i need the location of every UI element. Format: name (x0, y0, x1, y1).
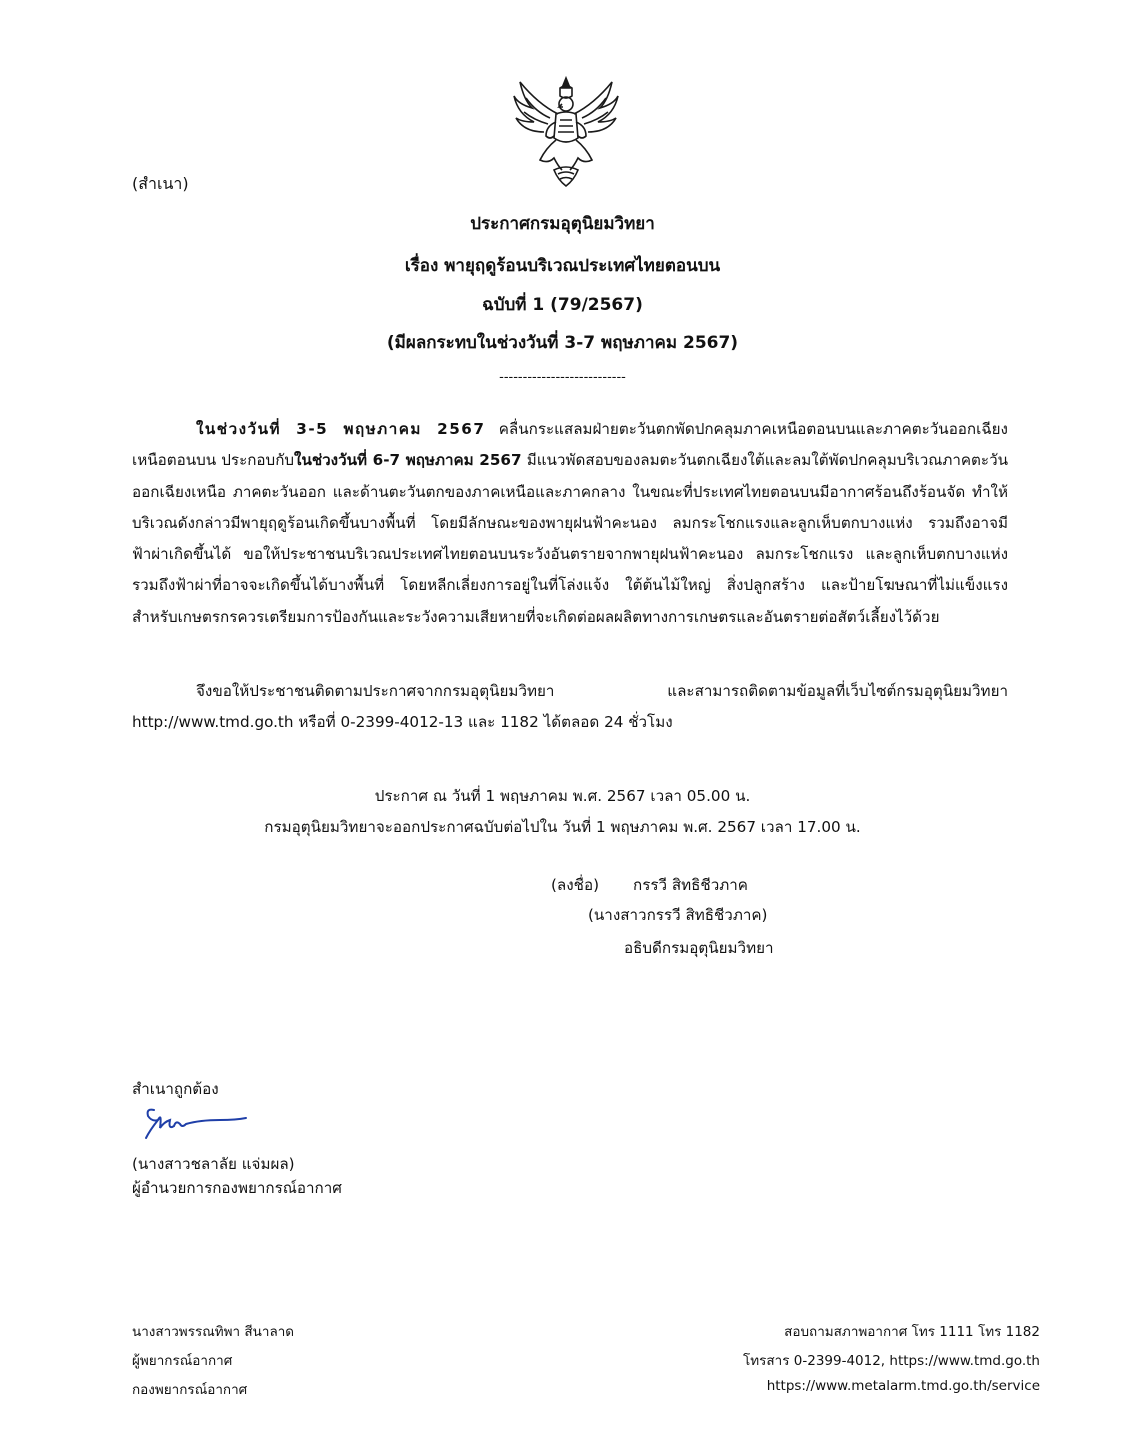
announcement-effect-period: (มีผลกระทบในช่วงวันที่ 3-7 พฤษภาคม 2567) (386, 333, 739, 353)
body-paragraph-1 (132, 414, 1008, 633)
forecaster-name: นางสาวพรรณทิพา สีนาลาด (132, 1324, 295, 1340)
forecaster-division: กองพยากรณ์อากาศ (132, 1382, 248, 1398)
body-text-1: คลื่นกระแสลมฝ่ายตะวันตกพัดปกคลุมภาคเหนือตอนบนและภาคตะวันออกเฉียงเหนือตอนบน ประกอบกับ (132, 420, 1008, 470)
announcement-issue-number: ฉบับที่ 1 (79/2567) (482, 295, 643, 315)
contact-service-url: https://www.metalarm.tmd.go.th/service (766, 1378, 1040, 1394)
certifier-name: (นางสาวชลาลัย แจ่มผล) (132, 1155, 295, 1173)
body-text-3: จึงขอให้ประชาชนติดตามประกาศจากกรมอุตุนิยมวิทยา และสามารถติดตามข้อมูลที่เว็บไซต์กรมอุตุนิยมวิทยา http://www.tmd.go.th หรือที่ 0-2399-4012-13 และ 1182 ได้ตลอด 24 ชั่วโมง (132, 682, 1008, 732)
certifier-position: ผู้อำนวยการกองพยากรณ์อากาศ (132, 1179, 342, 1197)
body-paragraph-2 (132, 676, 1008, 739)
certified-copy-label: สำเนาถูกต้อง (132, 1080, 219, 1098)
issue-datetime: ประกาศ ณ วันที่ 1 พฤษภาคม พ.ศ. 2567 เวลา 05.00 น. (374, 787, 751, 805)
copy-mark: (สำเนา) (132, 174, 189, 193)
date-range-bold-1: ในช่วงวันที่ 3-5 พฤษภาคม 2567 (196, 420, 486, 438)
handwritten-signature (140, 1100, 252, 1144)
body-text-2: มีแนวพัดสอบของลมตะวันตกเฉียงใต้และลมใต้พัดปกคลุมบริเวณภาคตะวันออกเฉียงเหนือ ภาคตะวันออก และด้านตะวันตกของภาคเหนือและภาคกลาง ในขณะที่ประเทศไทยตอนบนมีอากาศร้อนถึงร้อนจัด ทำให้บริเวณดังกล่าวมีพายุฤดูร้อนเกิดขึ้นบางพื้นที่ โดยมีลักษณะของพายุฝนฟ้าคะนอง ลมกระโชกแรงและลูกเห็บตกบางแห่ง รวมถึงอาจมีฟ้าผ่าเกิดขึ้นได้ ขอให้ประชาชนบริเวณประเทศไทยตอนบนระวังอันตรายจากพายุฝนฟ้าคะนอง ลมกระโชกแรง และลูกเห็บตกบางแห่ง รวมถึงฟ้าผ่าที่อาจจะเกิดขึ้นได้บางพื้นที่ โดยหลีกเลี่ยงการอยู่ในที่โล่งแจ้ง ใต้ต้นไม้ใหญ่ สิ่งปลูกสร้าง และป้ายโฆษณาที่ไม่แข็งแรง สำหรับเกษตรกรควรเตรียมการป้องกันและระวังความเสียหายที่จะเกิดต่อผลผลิตทางการเกษตรและอันตรายต่อสัตว์เลี้ยงไว้ด้วย (132, 451, 1008, 626)
announcement-subject: เรื่อง พายุฤดูร้อนบริเวณประเทศไทยตอนบน (404, 256, 721, 276)
signature-label: (ลงชื่อ) (551, 876, 600, 894)
garuda-emblem-icon (510, 74, 622, 190)
date-range-bold-2: ในช่วงวันที่ 6-7 พฤษภาคม 2567 (294, 451, 522, 470)
contact-fax-website: โทรสาร 0-2399-4012, https://www.tmd.go.th (743, 1353, 1040, 1369)
signatory-position: อธิบดีกรมอุตุนิยมวิทยา (624, 939, 774, 957)
signatory-full-name: (นางสาวกรรวี สิทธิชีวภาค) (588, 906, 768, 924)
signatory-name: กรรวี สิทธิชีวภาค (633, 876, 748, 894)
announcement-title: ประกาศกรมอุตุนิยมวิทยา (470, 214, 655, 234)
contact-phone: สอบถามสภาพอากาศ โทร 1111 โทร 1182 (784, 1324, 1040, 1340)
next-issue-datetime: กรมอุตุนิยมวิทยาจะออกประกาศฉบับต่อไปใน วันที่ 1 พฤษภาคม พ.ศ. 2567 เวลา 17.00 น. (264, 818, 861, 836)
forecaster-title: ผู้พยากรณ์อากาศ (132, 1353, 233, 1369)
title-separator: --------------------------- (499, 370, 626, 385)
